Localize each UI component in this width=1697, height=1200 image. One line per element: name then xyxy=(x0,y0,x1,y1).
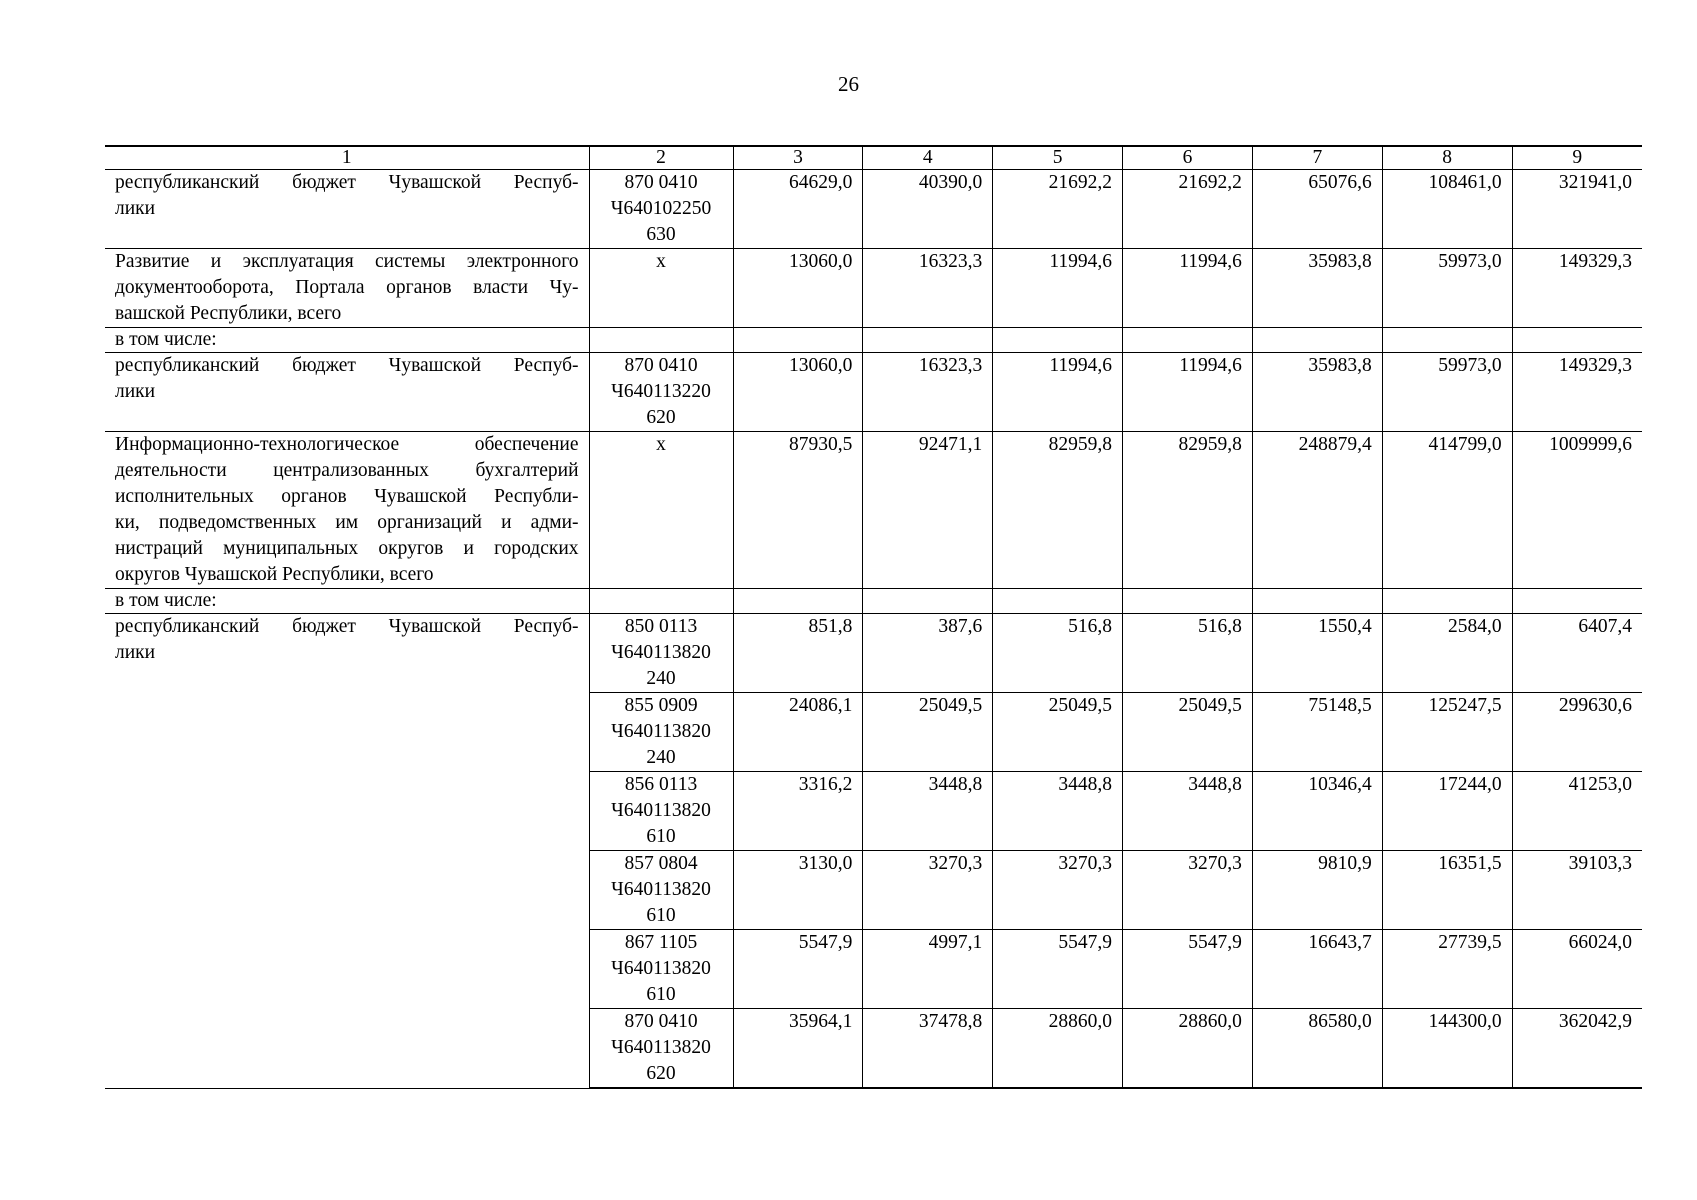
value-cell: 108461,0 xyxy=(1382,170,1512,249)
value-cell: 851,8 xyxy=(733,614,863,693)
column-header: 9 xyxy=(1512,146,1642,170)
column-header: 8 xyxy=(1382,146,1512,170)
description-line: лики xyxy=(115,198,156,219)
table-row xyxy=(105,614,1642,693)
value-cell: 5547,9 xyxy=(733,930,863,1009)
value-cell: 4997,1 xyxy=(863,930,993,1009)
value-cell xyxy=(863,328,993,353)
value-cell: 16323,3 xyxy=(863,353,993,432)
value-cell: 149329,3 xyxy=(1512,249,1642,328)
budget-code-line: x xyxy=(656,251,666,272)
budget-code xyxy=(589,772,733,851)
budget-code-line: Ч640113820 xyxy=(611,958,711,979)
budget-code-line: x xyxy=(656,434,666,455)
column-header: 1 xyxy=(105,146,589,170)
value-cell: 3130,0 xyxy=(733,851,863,930)
budget-code xyxy=(589,851,733,930)
value-cell xyxy=(1512,328,1642,353)
description-line: документооборота, Портала органов власти Чу- xyxy=(115,277,579,298)
table-row xyxy=(105,170,1642,249)
value-cell: 37478,8 xyxy=(863,1009,993,1089)
value-cell: 82959,8 xyxy=(1123,432,1253,589)
value-cell: 92471,1 xyxy=(863,432,993,589)
row-description xyxy=(105,353,589,432)
row-description xyxy=(105,589,589,614)
description-line: исполнительных органов Чувашской Республи- xyxy=(115,486,579,507)
value-cell: 11994,6 xyxy=(993,249,1123,328)
value-cell: 64629,0 xyxy=(733,170,863,249)
value-cell: 11994,6 xyxy=(1123,249,1253,328)
budget-code xyxy=(589,693,733,772)
value-cell: 516,8 xyxy=(1123,614,1253,693)
value-cell: 87930,5 xyxy=(733,432,863,589)
budget-code-line: 867 1105 xyxy=(624,932,698,953)
value-cell xyxy=(1512,589,1642,614)
budget-code-line: Ч640113820 xyxy=(611,879,711,900)
budget-code-line: Ч640113820 xyxy=(611,800,711,821)
row-description xyxy=(105,249,589,328)
value-cell: 82959,8 xyxy=(993,432,1123,589)
value-cell: 387,6 xyxy=(863,614,993,693)
value-cell: 13060,0 xyxy=(733,353,863,432)
table-row xyxy=(105,432,1642,589)
value-cell: 1009999,6 xyxy=(1512,432,1642,589)
value-cell: 3270,3 xyxy=(1123,851,1253,930)
value-cell: 144300,0 xyxy=(1382,1009,1512,1089)
value-cell: 25049,5 xyxy=(1123,693,1253,772)
description-line: лики xyxy=(115,642,156,663)
column-header: 6 xyxy=(1123,146,1253,170)
row-description xyxy=(105,432,589,589)
value-cell xyxy=(1382,328,1512,353)
value-cell: 10346,4 xyxy=(1252,772,1382,851)
description-line: лики xyxy=(115,381,156,402)
value-cell: 5547,9 xyxy=(993,930,1123,1009)
column-number-row xyxy=(105,146,1642,170)
budget-code-line: Ч640113820 xyxy=(611,642,711,663)
value-cell: 321941,0 xyxy=(1512,170,1642,249)
value-cell xyxy=(1123,328,1253,353)
description-line: республиканский бюджет Чувашской Респуб- xyxy=(115,616,579,637)
value-cell xyxy=(993,328,1123,353)
value-cell: 35983,8 xyxy=(1252,249,1382,328)
description-line: республиканский бюджет Чувашской Респуб- xyxy=(115,355,579,376)
value-cell: 25049,5 xyxy=(863,693,993,772)
value-cell xyxy=(733,328,863,353)
value-cell: 6407,4 xyxy=(1512,614,1642,693)
value-cell: 65076,6 xyxy=(1252,170,1382,249)
budget-code-line: Ч640113820 xyxy=(611,1037,711,1058)
budget-code-line: 620 xyxy=(646,1063,676,1084)
value-cell: 59973,0 xyxy=(1382,353,1512,432)
value-cell: 66024,0 xyxy=(1512,930,1642,1009)
value-cell: 13060,0 xyxy=(733,249,863,328)
table-row xyxy=(105,328,1642,353)
budget-code xyxy=(589,1009,733,1089)
value-cell: 3448,8 xyxy=(993,772,1123,851)
value-cell: 125247,5 xyxy=(1382,693,1512,772)
budget-code-line: 870 0410 xyxy=(624,1011,698,1032)
value-cell: 516,8 xyxy=(993,614,1123,693)
budget-code-line: 855 0909 xyxy=(624,695,698,716)
value-cell: 1550,4 xyxy=(1252,614,1382,693)
table-header xyxy=(105,146,1642,170)
value-cell: 11994,6 xyxy=(1123,353,1253,432)
budget-code-line: 610 xyxy=(646,826,676,847)
value-cell: 3448,8 xyxy=(1123,772,1253,851)
column-header: 3 xyxy=(733,146,863,170)
description-line: в том числе: xyxy=(115,329,217,350)
budget-code xyxy=(589,432,733,589)
value-cell: 149329,3 xyxy=(1512,353,1642,432)
budget-code xyxy=(589,614,733,693)
description-line: нистраций муниципальных округов и городских xyxy=(115,538,579,559)
value-cell: 39103,3 xyxy=(1512,851,1642,930)
budget-code-line: Ч640113820 xyxy=(611,721,711,742)
page-number: 26 xyxy=(838,72,859,96)
budget-code xyxy=(589,930,733,1009)
budget-code-line: 620 xyxy=(646,407,676,428)
value-cell: 362042,9 xyxy=(1512,1009,1642,1089)
value-cell: 3270,3 xyxy=(863,851,993,930)
row-description xyxy=(105,170,589,249)
budget-code xyxy=(589,353,733,432)
budget-code xyxy=(589,589,733,614)
value-cell: 3448,8 xyxy=(863,772,993,851)
value-cell: 2584,0 xyxy=(1382,614,1512,693)
budget-code-line: 870 0410 xyxy=(624,355,698,376)
value-cell: 28860,0 xyxy=(1123,1009,1253,1089)
value-cell: 5547,9 xyxy=(1123,930,1253,1009)
budget-code-line: 610 xyxy=(646,984,676,1005)
row-description xyxy=(105,614,589,1089)
budget-code xyxy=(589,328,733,353)
budget-code-line: Ч640113220 xyxy=(611,381,711,402)
table-body xyxy=(105,170,1642,1089)
value-cell: 248879,4 xyxy=(1252,432,1382,589)
value-cell: 414799,0 xyxy=(1382,432,1512,589)
value-cell xyxy=(1252,589,1382,614)
value-cell: 24086,1 xyxy=(733,693,863,772)
value-cell: 35964,1 xyxy=(733,1009,863,1089)
budget-code-line: 857 0804 xyxy=(624,853,698,874)
value-cell: 27739,5 xyxy=(1382,930,1512,1009)
description-line: Развитие и эксплуатация системы электронного xyxy=(115,251,579,272)
value-cell xyxy=(1123,589,1253,614)
value-cell: 299630,6 xyxy=(1512,693,1642,772)
value-cell: 35983,8 xyxy=(1252,353,1382,432)
table-row xyxy=(105,353,1642,432)
budget-code-line: 240 xyxy=(646,668,676,689)
value-cell: 16643,7 xyxy=(1252,930,1382,1009)
budget-code-line: 856 0113 xyxy=(624,774,698,795)
value-cell: 21692,2 xyxy=(1123,170,1253,249)
table-row xyxy=(105,589,1642,614)
description-line: ки, подведомственных им организаций и адми- xyxy=(115,512,579,533)
description-line: республиканский бюджет Чувашской Респуб- xyxy=(115,172,579,193)
description-line: в том числе: xyxy=(115,590,217,611)
budget-code-line: 870 0410 xyxy=(624,172,698,193)
budget-code-line: 630 xyxy=(646,224,676,245)
value-cell: 59973,0 xyxy=(1382,249,1512,328)
value-cell xyxy=(733,589,863,614)
row-description xyxy=(105,328,589,353)
budget-table xyxy=(105,145,1642,1089)
description-line: округов Чувашской Республики, всего xyxy=(115,564,434,585)
description-line: Информационно-технологическое обеспечение xyxy=(115,434,579,455)
budget-code-line: 610 xyxy=(646,905,676,926)
column-header: 2 xyxy=(589,146,733,170)
column-header: 4 xyxy=(863,146,993,170)
value-cell: 25049,5 xyxy=(993,693,1123,772)
description-line: деятельности централизованных бухгалтерий xyxy=(115,460,579,481)
value-cell xyxy=(863,589,993,614)
value-cell: 3270,3 xyxy=(993,851,1123,930)
column-header: 5 xyxy=(993,146,1123,170)
value-cell xyxy=(1252,328,1382,353)
budget-code-line: Ч640102250 xyxy=(610,198,712,219)
value-cell: 40390,0 xyxy=(863,170,993,249)
description-line: вашской Республики, всего xyxy=(115,303,342,324)
value-cell xyxy=(1382,589,1512,614)
value-cell: 3316,2 xyxy=(733,772,863,851)
value-cell xyxy=(993,589,1123,614)
value-cell: 17244,0 xyxy=(1382,772,1512,851)
budget-code-line: 240 xyxy=(646,747,676,768)
value-cell: 16323,3 xyxy=(863,249,993,328)
value-cell: 75148,5 xyxy=(1252,693,1382,772)
value-cell: 41253,0 xyxy=(1512,772,1642,851)
column-header: 7 xyxy=(1252,146,1382,170)
value-cell: 11994,6 xyxy=(993,353,1123,432)
table-row xyxy=(105,249,1642,328)
value-cell: 86580,0 xyxy=(1252,1009,1382,1089)
value-cell: 16351,5 xyxy=(1382,851,1512,930)
budget-code-line: 850 0113 xyxy=(624,616,698,637)
budget-code xyxy=(589,249,733,328)
value-cell: 21692,2 xyxy=(993,170,1123,249)
budget-code xyxy=(589,170,733,249)
value-cell: 9810,9 xyxy=(1252,851,1382,930)
value-cell: 28860,0 xyxy=(993,1009,1123,1089)
